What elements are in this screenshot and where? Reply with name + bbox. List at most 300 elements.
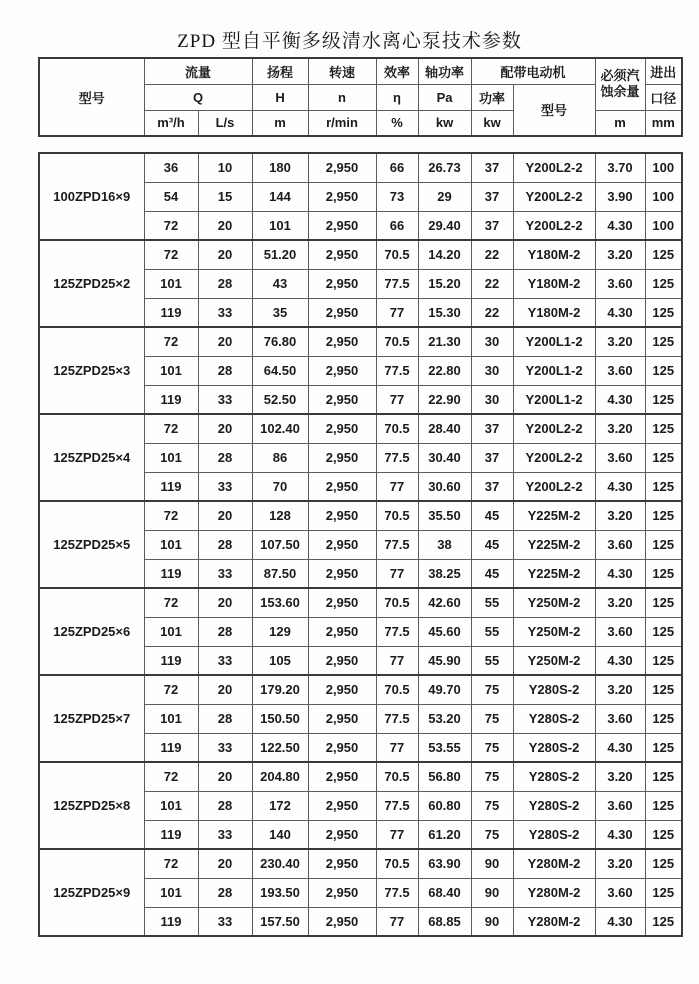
- motor-power-cell: 90: [471, 907, 513, 936]
- head-cell: 76.80: [252, 327, 308, 356]
- table-header: [38, 57, 683, 137]
- pump-model-cell: 125ZPD25×3: [39, 327, 144, 414]
- flow-ls-cell: 33: [198, 472, 252, 501]
- shaft-power-cell: 14.20: [418, 240, 471, 269]
- speed-cell: 2,950: [308, 820, 376, 849]
- motor-model-cell: Y280S-2: [513, 733, 595, 762]
- shaft-power-cell: 29.40: [418, 211, 471, 240]
- npsh-cell: 3.60: [595, 791, 645, 820]
- speed-cell: 2,950: [308, 588, 376, 617]
- dn-cell: 125: [645, 646, 682, 675]
- motor-model-cell: Y200L2-2: [513, 153, 595, 182]
- dn-cell: 125: [645, 791, 682, 820]
- efficiency-cell: 77: [376, 733, 418, 762]
- efficiency-cell: 77.5: [376, 878, 418, 907]
- speed-cell: 2,950: [308, 907, 376, 936]
- npsh-cell: 3.60: [595, 356, 645, 385]
- efficiency-cell: 70.5: [376, 240, 418, 269]
- header-flow-unit-ls: L/s: [198, 110, 252, 136]
- speed-cell: 2,950: [308, 356, 376, 385]
- speed-cell: 2,950: [308, 733, 376, 762]
- dn-cell: 125: [645, 617, 682, 646]
- flow-m3h-cell: 72: [144, 675, 198, 704]
- flow-ls-cell: 33: [198, 907, 252, 936]
- header-npsh: [595, 58, 645, 110]
- motor-model-cell: Y250M-2: [513, 646, 595, 675]
- motor-model-cell: Y200L2-2: [513, 443, 595, 472]
- header-flow-unit-m3h: m³/h: [144, 110, 198, 136]
- speed-cell: 2,950: [308, 530, 376, 559]
- header-head-unit: m: [252, 110, 308, 136]
- head-cell: 43: [252, 269, 308, 298]
- dn-cell: 125: [645, 907, 682, 936]
- head-cell: 153.60: [252, 588, 308, 617]
- npsh-cell: 4.30: [595, 385, 645, 414]
- motor-power-cell: 45: [471, 559, 513, 588]
- efficiency-cell: 66: [376, 211, 418, 240]
- header-shaft-power: 轴功率: [418, 58, 471, 84]
- shaft-power-cell: 68.85: [418, 907, 471, 936]
- head-cell: 128: [252, 501, 308, 530]
- motor-model-cell: Y280M-2: [513, 907, 595, 936]
- pump-model-cell: 125ZPD25×4: [39, 414, 144, 501]
- efficiency-cell: 77.5: [376, 269, 418, 298]
- dn-cell: 125: [645, 733, 682, 762]
- speed-cell: 2,950: [308, 414, 376, 443]
- motor-model-cell: Y200L2-2: [513, 414, 595, 443]
- table-row: [39, 588, 682, 617]
- flow-m3h-cell: 72: [144, 588, 198, 617]
- flow-m3h-cell: 101: [144, 704, 198, 733]
- shaft-power-cell: 60.80: [418, 791, 471, 820]
- dn-cell: 125: [645, 414, 682, 443]
- npsh-cell: 4.30: [595, 820, 645, 849]
- npsh-cell: 3.90: [595, 182, 645, 211]
- header-speed-unit: r/min: [308, 110, 376, 136]
- npsh-cell: 4.30: [595, 907, 645, 936]
- flow-ls-cell: 20: [198, 675, 252, 704]
- flow-ls-cell: 28: [198, 617, 252, 646]
- head-cell: 140: [252, 820, 308, 849]
- flow-ls-cell: 20: [198, 327, 252, 356]
- flow-m3h-cell: 119: [144, 472, 198, 501]
- motor-model-cell: Y200L1-2: [513, 327, 595, 356]
- flow-m3h-cell: 72: [144, 501, 198, 530]
- pump-data-table: [38, 152, 683, 937]
- header-npsh-line1: 必须汽: [600, 68, 640, 83]
- efficiency-cell: 77.5: [376, 617, 418, 646]
- header-shaft-power-unit: kw: [418, 110, 471, 136]
- shaft-power-cell: 45.90: [418, 646, 471, 675]
- shaft-power-cell: 38: [418, 530, 471, 559]
- flow-m3h-cell: 119: [144, 733, 198, 762]
- motor-model-cell: Y180M-2: [513, 298, 595, 327]
- dn-cell: 100: [645, 153, 682, 182]
- flow-m3h-cell: 72: [144, 414, 198, 443]
- motor-power-cell: 90: [471, 878, 513, 907]
- npsh-cell: 3.60: [595, 704, 645, 733]
- shaft-power-cell: 45.60: [418, 617, 471, 646]
- flow-ls-cell: 20: [198, 849, 252, 878]
- npsh-cell: 4.30: [595, 559, 645, 588]
- motor-model-cell: Y250M-2: [513, 588, 595, 617]
- motor-model-cell: Y200L2-2: [513, 211, 595, 240]
- speed-cell: 2,950: [308, 559, 376, 588]
- head-cell: 144: [252, 182, 308, 211]
- speed-cell: 2,950: [308, 472, 376, 501]
- motor-power-cell: 75: [471, 762, 513, 791]
- flow-ls-cell: 20: [198, 211, 252, 240]
- head-cell: 86: [252, 443, 308, 472]
- motor-power-cell: 45: [471, 530, 513, 559]
- npsh-cell: 3.60: [595, 617, 645, 646]
- header-speed-symbol: n: [308, 84, 376, 110]
- header-motor-group: 配带电动机: [471, 58, 595, 84]
- shaft-power-cell: 35.50: [418, 501, 471, 530]
- npsh-cell: 3.20: [595, 675, 645, 704]
- flow-ls-cell: 28: [198, 704, 252, 733]
- dn-cell: 125: [645, 820, 682, 849]
- head-cell: 101: [252, 211, 308, 240]
- motor-power-cell: 30: [471, 327, 513, 356]
- table-row: [39, 849, 682, 878]
- npsh-cell: 3.20: [595, 849, 645, 878]
- header-motor-power-unit: kw: [471, 110, 513, 136]
- table-row: [39, 675, 682, 704]
- dn-cell: 125: [645, 762, 682, 791]
- header-head: 扬程: [252, 58, 308, 84]
- efficiency-cell: 77.5: [376, 443, 418, 472]
- efficiency-cell: 77.5: [376, 704, 418, 733]
- shaft-power-cell: 28.40: [418, 414, 471, 443]
- shaft-power-cell: 21.30: [418, 327, 471, 356]
- shaft-power-cell: 61.20: [418, 820, 471, 849]
- npsh-cell: 3.60: [595, 269, 645, 298]
- header-motor-model: 型号: [513, 84, 595, 136]
- dn-cell: 100: [645, 211, 682, 240]
- efficiency-cell: 73: [376, 182, 418, 211]
- head-cell: 64.50: [252, 356, 308, 385]
- table-row: [39, 762, 682, 791]
- motor-model-cell: Y280S-2: [513, 791, 595, 820]
- head-cell: 35: [252, 298, 308, 327]
- efficiency-cell: 66: [376, 153, 418, 182]
- speed-cell: 2,950: [308, 240, 376, 269]
- flow-m3h-cell: 101: [144, 791, 198, 820]
- header-efficiency: 效率: [376, 58, 418, 84]
- head-cell: 150.50: [252, 704, 308, 733]
- npsh-cell: 3.20: [595, 414, 645, 443]
- speed-cell: 2,950: [308, 327, 376, 356]
- speed-cell: 2,950: [308, 153, 376, 182]
- table-row: [39, 327, 682, 356]
- flow-m3h-cell: 119: [144, 646, 198, 675]
- flow-m3h-cell: 72: [144, 762, 198, 791]
- flow-ls-cell: 28: [198, 791, 252, 820]
- speed-cell: 2,950: [308, 791, 376, 820]
- flow-m3h-cell: 72: [144, 211, 198, 240]
- pump-model-cell: 125ZPD25×6: [39, 588, 144, 675]
- head-cell: 102.40: [252, 414, 308, 443]
- motor-power-cell: 22: [471, 240, 513, 269]
- speed-cell: 2,950: [308, 675, 376, 704]
- npsh-cell: 4.30: [595, 646, 645, 675]
- flow-ls-cell: 28: [198, 443, 252, 472]
- efficiency-cell: 77.5: [376, 530, 418, 559]
- flow-ls-cell: 20: [198, 588, 252, 617]
- shaft-power-cell: 53.55: [418, 733, 471, 762]
- flow-m3h-cell: 101: [144, 443, 198, 472]
- motor-power-cell: 75: [471, 704, 513, 733]
- header-shaft-power-symbol: Pa: [418, 84, 471, 110]
- flow-ls-cell: 15: [198, 182, 252, 211]
- efficiency-cell: 77: [376, 385, 418, 414]
- flow-ls-cell: 33: [198, 820, 252, 849]
- efficiency-cell: 70.5: [376, 588, 418, 617]
- header-dn-unit: mm: [645, 110, 682, 136]
- npsh-cell: 4.30: [595, 298, 645, 327]
- head-cell: 107.50: [252, 530, 308, 559]
- motor-model-cell: Y225M-2: [513, 530, 595, 559]
- head-cell: 122.50: [252, 733, 308, 762]
- flow-m3h-cell: 119: [144, 820, 198, 849]
- npsh-cell: 3.20: [595, 501, 645, 530]
- head-cell: 230.40: [252, 849, 308, 878]
- motor-power-cell: 37: [471, 211, 513, 240]
- npsh-cell: 3.70: [595, 153, 645, 182]
- motor-model-cell: Y200L1-2: [513, 385, 595, 414]
- efficiency-cell: 77: [376, 472, 418, 501]
- flow-ls-cell: 33: [198, 298, 252, 327]
- header-head-symbol: H: [252, 84, 308, 110]
- motor-model-cell: Y180M-2: [513, 269, 595, 298]
- shaft-power-cell: 22.90: [418, 385, 471, 414]
- motor-power-cell: 37: [471, 472, 513, 501]
- shaft-power-cell: 26.73: [418, 153, 471, 182]
- flow-ls-cell: 28: [198, 530, 252, 559]
- dn-cell: 125: [645, 849, 682, 878]
- speed-cell: 2,950: [308, 762, 376, 791]
- flow-m3h-cell: 101: [144, 356, 198, 385]
- header-speed: 转速: [308, 58, 376, 84]
- flow-m3h-cell: 119: [144, 385, 198, 414]
- shaft-power-cell: 68.40: [418, 878, 471, 907]
- motor-power-cell: 45: [471, 501, 513, 530]
- head-cell: 180: [252, 153, 308, 182]
- pump-model-cell: 125ZPD25×7: [39, 675, 144, 762]
- flow-ls-cell: 28: [198, 878, 252, 907]
- flow-ls-cell: 20: [198, 501, 252, 530]
- speed-cell: 2,950: [308, 617, 376, 646]
- motor-model-cell: Y280M-2: [513, 878, 595, 907]
- motor-power-cell: 55: [471, 617, 513, 646]
- flow-m3h-cell: 101: [144, 617, 198, 646]
- flow-m3h-cell: 119: [144, 907, 198, 936]
- motor-model-cell: Y280S-2: [513, 675, 595, 704]
- header-dn-line1: 进出: [645, 58, 682, 84]
- flow-m3h-cell: 72: [144, 849, 198, 878]
- dn-cell: 125: [645, 530, 682, 559]
- motor-model-cell: Y200L2-2: [513, 182, 595, 211]
- flow-ls-cell: 33: [198, 385, 252, 414]
- dn-cell: 125: [645, 327, 682, 356]
- dn-cell: 125: [645, 443, 682, 472]
- efficiency-cell: 77: [376, 646, 418, 675]
- shaft-power-cell: 63.90: [418, 849, 471, 878]
- speed-cell: 2,950: [308, 298, 376, 327]
- motor-power-cell: 37: [471, 182, 513, 211]
- motor-model-cell: Y250M-2: [513, 617, 595, 646]
- motor-power-cell: 75: [471, 791, 513, 820]
- header-npsh-unit: m: [595, 110, 645, 136]
- header-flow-symbol: Q: [144, 84, 252, 110]
- shaft-power-cell: 42.60: [418, 588, 471, 617]
- efficiency-cell: 70.5: [376, 762, 418, 791]
- efficiency-cell: 70.5: [376, 675, 418, 704]
- efficiency-cell: 77.5: [376, 356, 418, 385]
- motor-model-cell: Y200L1-2: [513, 356, 595, 385]
- npsh-cell: 3.60: [595, 878, 645, 907]
- speed-cell: 2,950: [308, 878, 376, 907]
- header-row-1: [39, 58, 682, 84]
- head-cell: 157.50: [252, 907, 308, 936]
- npsh-cell: 3.20: [595, 327, 645, 356]
- motor-model-cell: Y280S-2: [513, 762, 595, 791]
- shaft-power-cell: 15.30: [418, 298, 471, 327]
- motor-power-cell: 22: [471, 269, 513, 298]
- motor-model-cell: Y225M-2: [513, 501, 595, 530]
- npsh-cell: 3.20: [595, 762, 645, 791]
- header-efficiency-symbol: η: [376, 84, 418, 110]
- efficiency-cell: 77.5: [376, 791, 418, 820]
- table-row: [39, 240, 682, 269]
- table-row: [39, 414, 682, 443]
- page-title: ZPD 型自平衡多级清水离心泵技术参数: [177, 31, 522, 52]
- head-cell: 51.20: [252, 240, 308, 269]
- head-cell: 204.80: [252, 762, 308, 791]
- flow-ls-cell: 28: [198, 269, 252, 298]
- dn-cell: 125: [645, 588, 682, 617]
- motor-power-cell: 30: [471, 385, 513, 414]
- head-cell: 70: [252, 472, 308, 501]
- npsh-cell: 3.60: [595, 530, 645, 559]
- header-flow: 流量: [144, 58, 252, 84]
- dn-cell: 125: [645, 704, 682, 733]
- table-row: [39, 153, 682, 182]
- dn-cell: 100: [645, 182, 682, 211]
- flow-ls-cell: 33: [198, 733, 252, 762]
- flow-m3h-cell: 101: [144, 530, 198, 559]
- motor-model-cell: Y280M-2: [513, 849, 595, 878]
- dn-cell: 125: [645, 559, 682, 588]
- flow-ls-cell: 10: [198, 153, 252, 182]
- head-cell: 172: [252, 791, 308, 820]
- dn-cell: 125: [645, 240, 682, 269]
- efficiency-cell: 70.5: [376, 327, 418, 356]
- motor-power-cell: 55: [471, 588, 513, 617]
- motor-model-cell: Y180M-2: [513, 240, 595, 269]
- efficiency-cell: 77: [376, 820, 418, 849]
- flow-ls-cell: 33: [198, 559, 252, 588]
- header-npsh-line2: 蚀余量: [600, 84, 640, 100]
- motor-power-cell: 75: [471, 675, 513, 704]
- flow-ls-cell: 20: [198, 240, 252, 269]
- efficiency-cell: 70.5: [376, 849, 418, 878]
- flow-m3h-cell: 119: [144, 298, 198, 327]
- head-cell: 179.20: [252, 675, 308, 704]
- speed-cell: 2,950: [308, 849, 376, 878]
- motor-power-cell: 22: [471, 298, 513, 327]
- speed-cell: 2,950: [308, 646, 376, 675]
- speed-cell: 2,950: [308, 443, 376, 472]
- pump-model-cell: 125ZPD25×8: [39, 762, 144, 849]
- motor-model-cell: Y225M-2: [513, 559, 595, 588]
- dn-cell: 125: [645, 878, 682, 907]
- head-cell: 193.50: [252, 878, 308, 907]
- speed-cell: 2,950: [308, 704, 376, 733]
- dn-cell: 125: [645, 472, 682, 501]
- motor-model-cell: Y280S-2: [513, 704, 595, 733]
- speed-cell: 2,950: [308, 501, 376, 530]
- flow-m3h-cell: 119: [144, 559, 198, 588]
- flow-m3h-cell: 54: [144, 182, 198, 211]
- flow-m3h-cell: 101: [144, 269, 198, 298]
- header-efficiency-unit: %: [376, 110, 418, 136]
- efficiency-cell: 70.5: [376, 501, 418, 530]
- head-cell: 105: [252, 646, 308, 675]
- npsh-cell: 4.30: [595, 733, 645, 762]
- shaft-power-cell: 56.80: [418, 762, 471, 791]
- header-model: 型号: [39, 58, 144, 136]
- flow-ls-cell: 33: [198, 646, 252, 675]
- efficiency-cell: 70.5: [376, 414, 418, 443]
- shaft-power-cell: 15.20: [418, 269, 471, 298]
- motor-model-cell: Y280S-2: [513, 820, 595, 849]
- shaft-power-cell: 22.80: [418, 356, 471, 385]
- flow-m3h-cell: 72: [144, 240, 198, 269]
- flow-ls-cell: 20: [198, 414, 252, 443]
- efficiency-cell: 77: [376, 298, 418, 327]
- table-row: [39, 501, 682, 530]
- shaft-power-cell: 53.20: [418, 704, 471, 733]
- speed-cell: 2,950: [308, 269, 376, 298]
- flow-m3h-cell: 36: [144, 153, 198, 182]
- motor-power-cell: 30: [471, 356, 513, 385]
- dn-cell: 125: [645, 356, 682, 385]
- motor-model-cell: Y200L2-2: [513, 472, 595, 501]
- dn-cell: 125: [645, 385, 682, 414]
- dn-cell: 125: [645, 501, 682, 530]
- npsh-cell: 3.60: [595, 443, 645, 472]
- pump-model-cell: 100ZPD16×9: [39, 153, 144, 240]
- motor-power-cell: 37: [471, 443, 513, 472]
- motor-power-cell: 75: [471, 820, 513, 849]
- head-cell: 52.50: [252, 385, 308, 414]
- speed-cell: 2,950: [308, 385, 376, 414]
- header-motor-power: 功率: [471, 84, 513, 110]
- efficiency-cell: 77: [376, 559, 418, 588]
- shaft-power-cell: 30.60: [418, 472, 471, 501]
- motor-power-cell: 90: [471, 849, 513, 878]
- npsh-cell: 3.20: [595, 588, 645, 617]
- shaft-power-cell: 38.25: [418, 559, 471, 588]
- pump-model-cell: 125ZPD25×2: [39, 240, 144, 327]
- shaft-power-cell: 30.40: [418, 443, 471, 472]
- pump-model-cell: 125ZPD25×5: [39, 501, 144, 588]
- head-cell: 129: [252, 617, 308, 646]
- flow-ls-cell: 20: [198, 762, 252, 791]
- npsh-cell: 4.30: [595, 472, 645, 501]
